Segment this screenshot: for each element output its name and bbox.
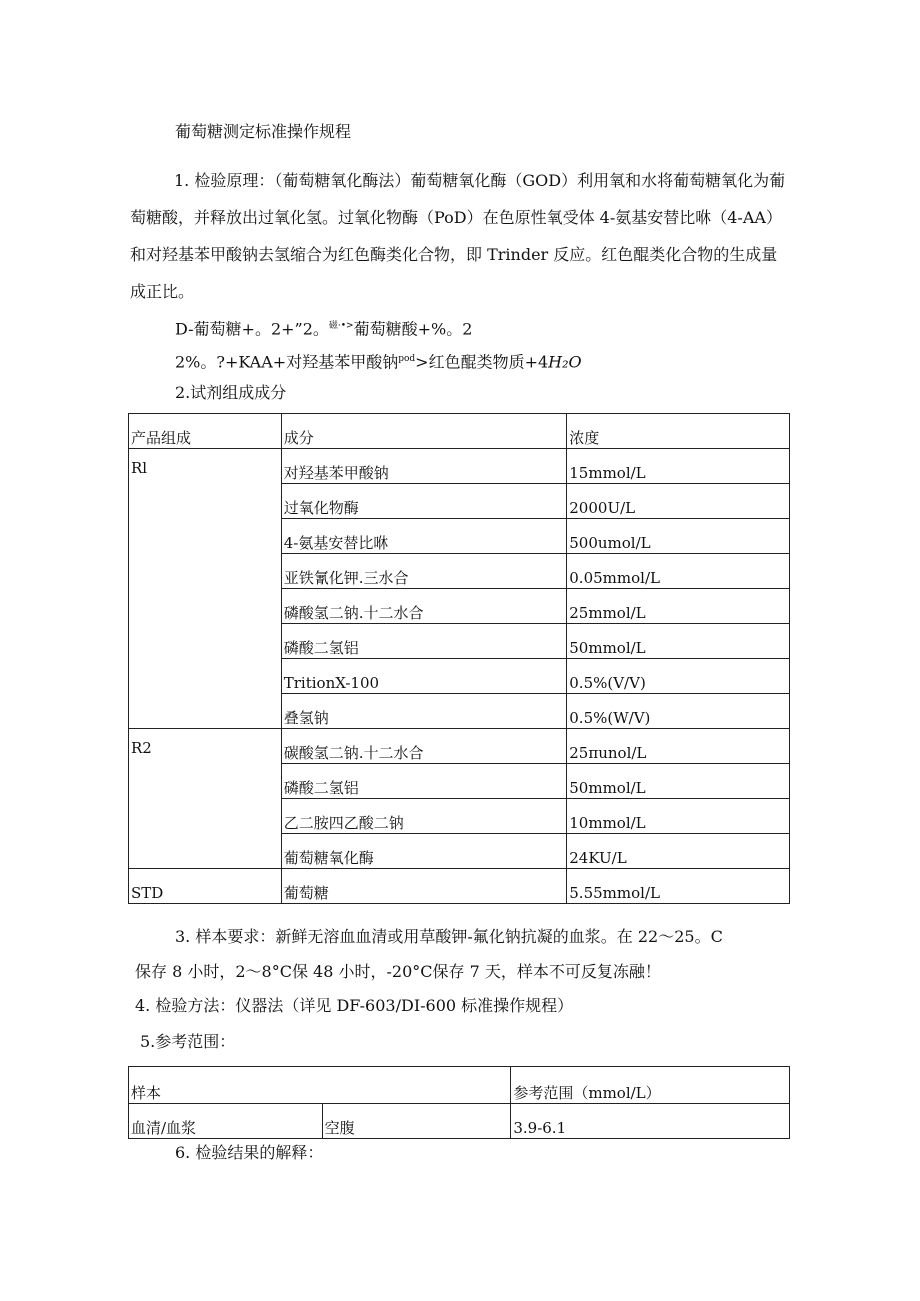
component-cell: 磷酸二氢铝 — [281, 624, 567, 659]
equation-2-mid: >红色醌类物质+4 — [415, 352, 549, 372]
table-row — [129, 729, 790, 764]
component-cell: 磷酸二氢铝 — [281, 764, 567, 799]
concentration-cell: 0.5%(V/V) — [567, 659, 790, 694]
component-cell: 碳酸氢二钠.十二水合 — [281, 729, 567, 764]
group-label: R2 — [129, 729, 282, 869]
concentration-cell: 25πunol/L — [567, 729, 790, 764]
section-reference-heading: 5.参考范围： — [140, 1032, 236, 1051]
header-product: 产品组成 — [129, 414, 282, 449]
concentration-cell: 25mmol/L — [567, 589, 790, 624]
reagent-table-header — [129, 414, 790, 449]
document-title: 葡萄糖测定标准操作规程 — [175, 122, 352, 141]
reference-table — [128, 1066, 790, 1139]
component-cell: 葡萄糖氧化酶 — [281, 834, 567, 869]
reagent-table — [128, 413, 790, 904]
condition-cell: 空腹 — [322, 1104, 511, 1139]
table-row — [129, 449, 790, 484]
concentration-cell: 0.05mmol/L — [567, 554, 790, 589]
component-cell: 葡萄糖 — [281, 869, 567, 904]
equation-1-pre: D-葡萄糖+。2+”2。 — [175, 319, 329, 339]
component-cell: 乙二胺四乙酸二钠 — [281, 799, 567, 834]
concentration-cell: 0.5%(W/V) — [567, 694, 790, 729]
component-cell: TritionX-100 — [281, 659, 567, 694]
equation-1-post: 葡萄糖酸+%。2 — [353, 319, 473, 339]
equation-1 — [175, 316, 472, 339]
header-sample: 样本 — [129, 1067, 511, 1104]
section-method: 4. 检验方法：仪器法（详见 DF-603/DI-600 标准操作规程） — [135, 996, 574, 1015]
component-cell: 叠氢钠 — [281, 694, 567, 729]
principle-text: 1. 检验原理：（葡萄糖氧化酶法）葡萄糖氧化酶（GOD）利用氧和水将葡萄糖氧化为葡萄糖酸，并释放出过氧化氢。过氧化物酶（PoD）在色原性氧受体 4-氨基安替比咻（4-AA）和对羟基苯甲酸钠去氢缩合为红色酶类化合物，即 Trinder 反应。红色醌类化合物的生成量成正比。 — [130, 171, 786, 301]
component-cell: 对羟基苯甲酸钠 — [281, 449, 567, 484]
concentration-cell: 500umol/L — [567, 519, 790, 554]
section-principle — [130, 162, 790, 310]
reference-table-header — [129, 1067, 790, 1104]
header-range: 参考范围（mmol/L） — [511, 1067, 790, 1104]
range-cell: 3.9-6.1 — [511, 1104, 790, 1139]
section-reagents-heading: 2.试剂组成成分 — [175, 383, 287, 402]
group-label: STD — [129, 869, 282, 904]
equation-2-pre: 2%。?+KAA+对羟基苯甲酸钠 — [175, 352, 399, 372]
sample-type-cell: 血清/血浆 — [129, 1104, 323, 1139]
equation-2-h2o: H₂O — [548, 352, 582, 372]
concentration-cell: 5.55mmol/L — [567, 869, 790, 904]
table-row — [129, 1104, 790, 1139]
equation-2-sup: pod — [398, 354, 416, 364]
component-cell: 亚铁氰化钾.三水合 — [281, 554, 567, 589]
table-row — [129, 869, 790, 904]
equation-2 — [175, 349, 582, 372]
component-cell: 磷酸氢二钠.十二水合 — [281, 589, 567, 624]
section-interpretation-heading: 6. 检验结果的解释： — [175, 1143, 324, 1162]
concentration-cell: 50mmol/L — [567, 624, 790, 659]
concentration-cell: 15mmol/L — [567, 449, 790, 484]
concentration-cell: 2000U/L — [567, 484, 790, 519]
section-sample-line1: 3. 样本要求：新鲜无溶血血清或用草酸钾-氟化钠抗凝的血浆。在 22～25。C — [175, 927, 723, 946]
group-label: Rl — [129, 449, 282, 729]
component-cell: 4-氨基安替比咻 — [281, 519, 567, 554]
concentration-cell: 50mmol/L — [567, 764, 790, 799]
section-sample-line2: 保存 8 小时，2～8°C保 48 小时，-20°C保存 7 天，样本不可反复冻融！ — [135, 962, 661, 981]
header-concentration: 浓度 — [567, 414, 790, 449]
component-cell: 过氧化物酶 — [281, 484, 567, 519]
concentration-cell: 24KU/L — [567, 834, 790, 869]
concentration-cell: 10mmol/L — [567, 799, 790, 834]
equation-1-sup: 磁·•> — [328, 321, 354, 331]
header-component: 成分 — [281, 414, 567, 449]
